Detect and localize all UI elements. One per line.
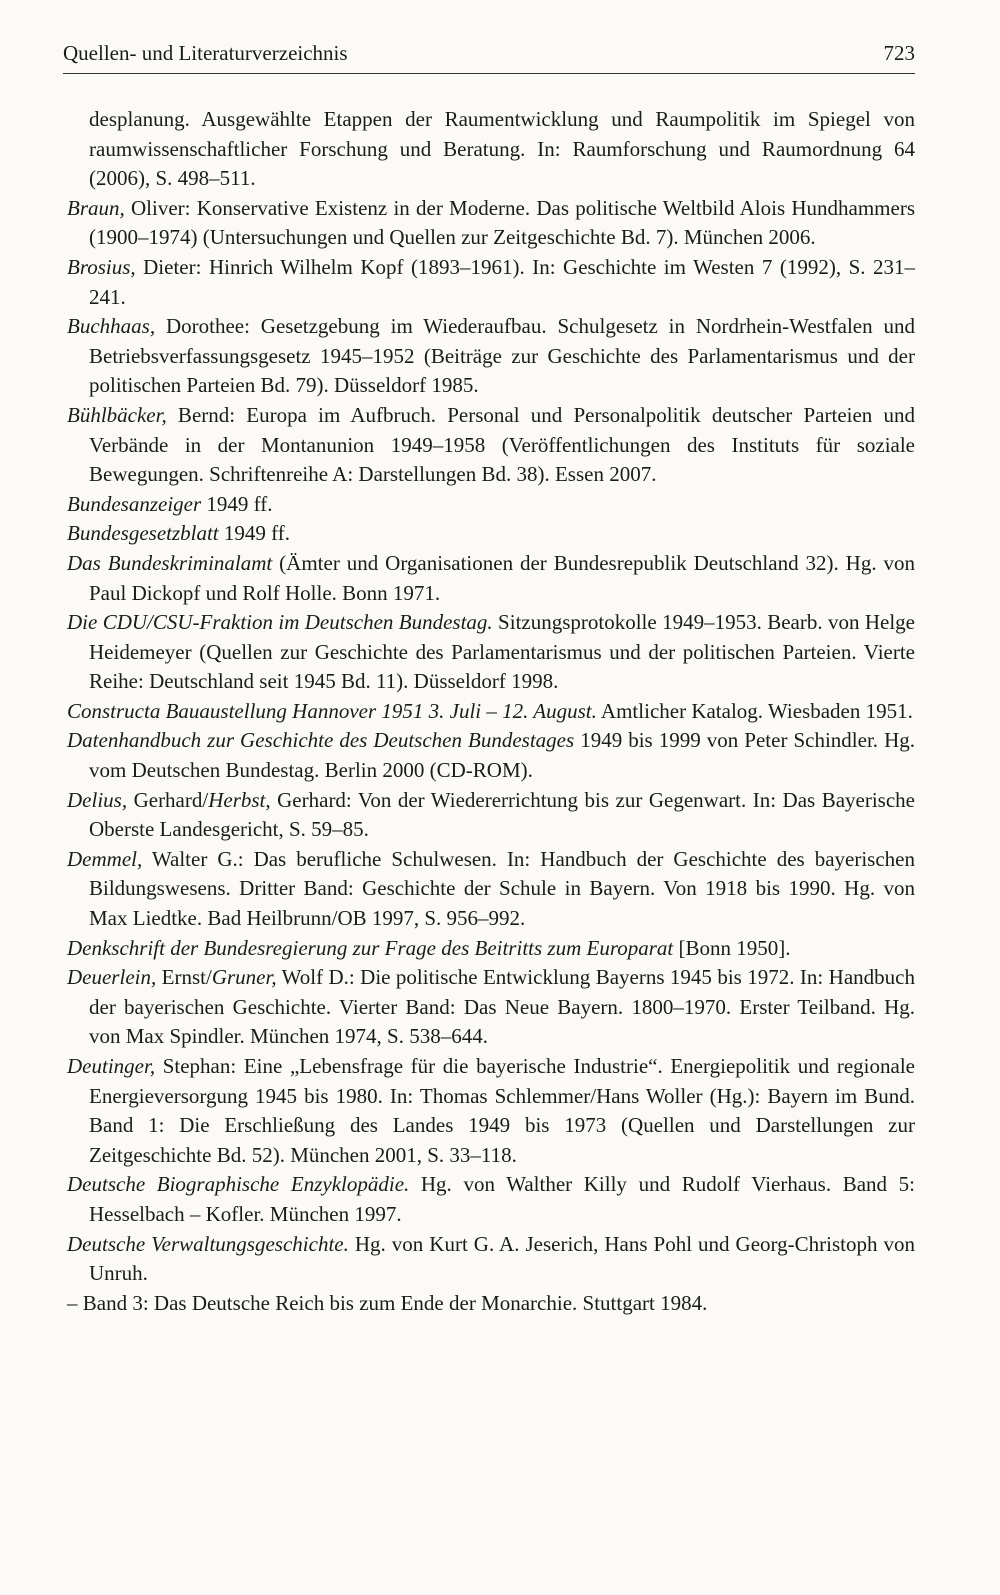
entry-author: Brosius, <box>67 254 136 279</box>
entry-title: Deutsche Biographische Enzyklopädie. <box>67 1172 410 1197</box>
entry-coauthor: Herbst, <box>208 787 271 812</box>
bibliography-entry: Deutsche Biographische Enzyklopädie. Hg. von Walther Killy und Rudolf Vierhaus. Band 5: Hesselbach – Kofler. München 1997. <box>67 1172 916 1226</box>
page-number: 723 <box>883 41 915 65</box>
bibliography-entry: Buchhaas, Dorothee: Gesetzgebung im Wiederaufbau. Schulgesetz in Nordrhein-Westfalen und Betriebsverfassungsgesetz 1945–1952 (Beiträge zur Geschichte des Parlamentarismus und der politischen Parteien Bd. 79). Düsseldorf 1985. <box>67 314 915 398</box>
bibliography-subentry: – Band 3: Das Deutsche Reich bis zum Ende der Monarchie. Stuttgart 1984. <box>67 1290 708 1315</box>
bibliography-entry: Die CDU/CSU-Fraktion im Deutschen Bundestag. Sitzungsprotokolle 1949–1953. Bearb. von Helge Heidemeyer (Quellen zur Geschichte des Parlamentarismus und der politischen Parteien. Vierte Reihe: Deutschland seit 1945 Bd. 11). Düsseldorf 1998. <box>67 610 915 694</box>
bibliography-entry: Constructa Bauaustellung Hannover 1951 3. Juli – 12. August. Amtlicher Katalog. Wiesbaden 1951. <box>67 698 913 723</box>
bibliography-entry: Datenhandbuch zur Geschichte des Deutschen Bundestages 1949 bis 1999 von Peter Schindler. Hg. vom Deutschen Bundestag. Berlin 2000 (CD-ROM). <box>67 728 915 783</box>
entry-author: Braun, <box>67 195 125 220</box>
entry-author: Bühlbäcker, <box>67 402 167 427</box>
entry-title: Denkschrift der Bundesregierung zur Frage des Beitritts zum Europarat <box>67 935 674 960</box>
entry-title: Die CDU/CSU-Fraktion im Deutschen Bundestag. <box>67 610 493 635</box>
entry-author: Demmel, <box>67 846 143 871</box>
bibliography-entry: Brosius, Dieter: Hinrich Wilhelm Kopf (1893–1961). In: Geschichte im Westen 7 (1992), S. 231–241. <box>67 254 915 309</box>
entry-author: Deuerlein, <box>67 965 157 990</box>
entry-author: Deutinger, <box>67 1054 156 1078</box>
entry-author: Delius, <box>67 787 128 812</box>
entry-title: Bundesgesetzblatt <box>67 521 219 546</box>
entry-title: Datenhandbuch zur Geschichte des Deutschen Bundestages <box>67 728 575 753</box>
entry-title: Das Bundeskriminalamt <box>67 550 273 575</box>
running-header-title: Quellen- und Literaturverzeichnis <box>63 41 348 65</box>
bibliography-list <box>67 105 915 1318</box>
entry-title: Bundesanzeiger <box>67 491 202 516</box>
running-header <box>63 38 915 72</box>
header-rule <box>63 73 915 74</box>
bibliography-entry: desplanung. Ausgewählte Etappen der Raumentwicklung und Raumpolitik im Spiegel von raumwissenschaftlicher Forschung und Beratung. In: Raumforschung und Raumordnung 64 (2006), S. 498–511. <box>89 107 915 191</box>
bibliography-entry: Braun, Oliver: Konservative Existenz in der Moderne. Das politische Weltbild Alois Hundhammers (1900–1974) (Untersuchungen und Quellen zur Zeitgeschichte Bd. 7). München 2006. <box>67 195 915 250</box>
entry-title: Constructa Bauaustellung Hannover 1951 3. Juli – 12. August. <box>67 698 597 723</box>
bibliography-entry: Bundesanzeiger 1949 ff. <box>67 491 273 516</box>
entry-title: Deutsche Verwaltungsgeschichte. <box>67 1231 349 1256</box>
bibliography-entry: Deutsche Verwaltungsgeschichte. Hg. von Kurt G. A. Jeserich, Hans Pohl und Georg-Christoph von Unruh. <box>67 1231 915 1286</box>
entry-author: Buchhaas, <box>67 314 156 339</box>
bibliography-entry: Bühlbäcker, Bernd: Europa im Aufbruch. Personal und Personalpolitik deutscher Parteien und Verbände in der Montanunion 1949–1958 (Veröffentlichungen des Instituts für soziale Bewegungen. Schriftenreihe A: Darstellungen Bd. 38). Essen 2007. <box>67 402 915 487</box>
bibliography-entry: Denkschrift der Bundesregierung zur Frage des Beitritts zum Europarat [Bonn 1950]. <box>67 935 791 960</box>
entry-coauthor: Gruner, <box>211 965 277 990</box>
bibliography-entry: Deuerlein, Ernst/Gruner, Wolf D.: Die politische Entwicklung Bayerns 1945 bis 1972. In: Handbuch der bayerischen Geschichte. Vierter Band: Das Neue Bayern. 1800–1970. Erster Teilband. Hg. von Max Spindler. München 1974, S. 538–644. <box>67 965 915 1049</box>
bibliography-entry: Deutinger, Stephan: Eine „Lebensfrage für die bayerische Industrie“. Energiepolitik und regionale Energieversorgung 1945 bis 1980. In: Thomas Schlemmer/Hans Woller (Hg.): Bayern im Bund. Band 1: Die Erschließung des Landes 1949 bis 1973 (Quellen und Darstellungen zur Zeitgeschichte Bd. 52). München 2001, S. 33–118. <box>67 1054 915 1167</box>
bibliography-entry: Delius, Gerhard/Herbst, Gerhard: Von der Wiedererrichtung bis zur Gegenwart. In: Das Bayerische Oberste Landesgericht, S. 59–85. <box>67 787 915 842</box>
bibliography-entry: Demmel, Walter G.: Das berufliche Schulwesen. In: Handbuch der Geschichte des bayerischen Bildungswesens. Dritter Band: Geschichte der Schule in Bayern. Von 1918 bis 1990. Hg. von Max Liedtke. Bad Heilbrunn/OB 1997, S. 956–992. <box>67 846 915 931</box>
bibliography-entry: Bundesgesetzblatt 1949 ff. <box>67 521 291 546</box>
bibliography-entry: Das Bundeskriminalamt (Ämter und Organisationen der Bundesrepublik Deutschland 32). Hg. von Paul Dickopf und Rolf Holle. Bonn 1971. <box>67 550 916 605</box>
